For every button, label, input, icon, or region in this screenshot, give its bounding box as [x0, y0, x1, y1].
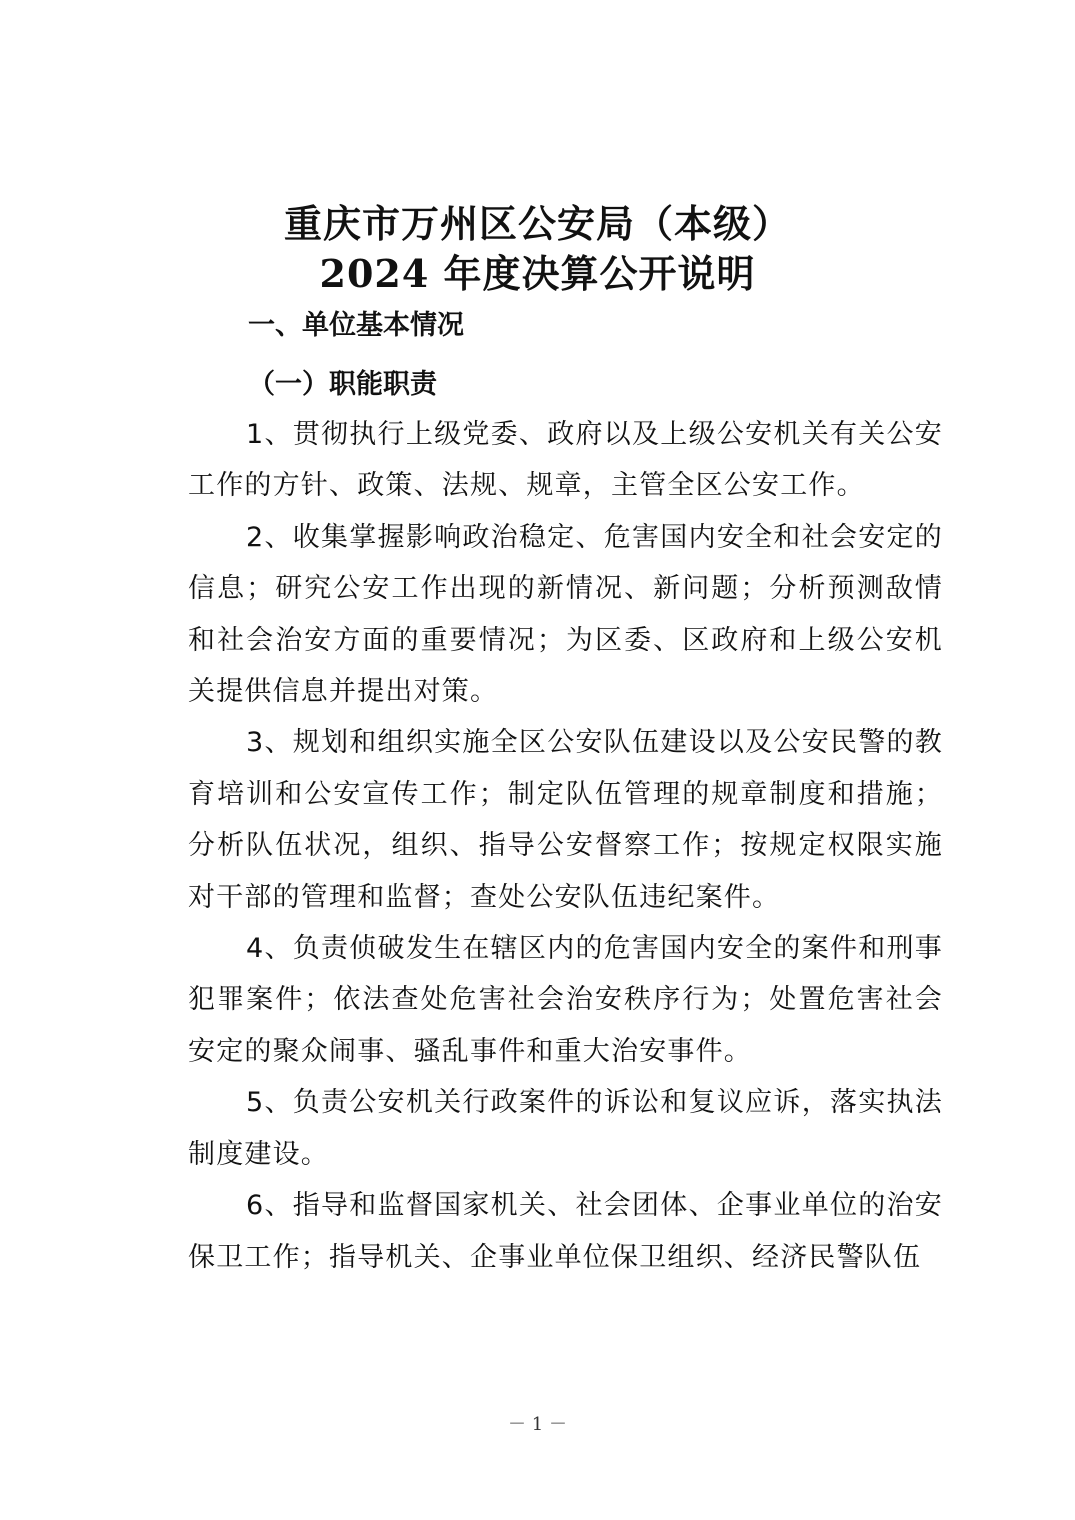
- document-title-line-2: 2024 年度决算公开说明: [319, 251, 756, 296]
- document-body: [188, 409, 943, 1283]
- paragraph-1: 1、贯彻执行上级党委、政府以及上级公安机关有关公安工作的方针、政策、法规、规章，主管全区公安工作。: [188, 419, 943, 502]
- paragraph-5: 5、负责公安机关行政案件的诉讼和复议应诉，落实执法制度建设。: [188, 1087, 943, 1170]
- paragraph-4: 4、负责侦破发生在辖区内的危害国内安全的案件和刑事犯罪案件；依法查处危害社会治安秩序行为；处置危害社会安定的聚众闹事、骚乱事件和重大治安事件。: [188, 933, 943, 1067]
- paragraph-3: 3、规划和组织实施全区公安队伍建设以及公安民警的教育培训和公安宣传工作；制定队伍管理的规章制度和措施；分析队伍状况，组织、指导公安督察工作；按规定权限实施对干部的管理和监督；查处公安队伍违纪案件。: [188, 727, 943, 913]
- paragraph-2: 2、收集掌握影响政治稳定、危害国内安全和社会安定的信息；研究公安工作出现的新情况、新问题；分析预测敌情和社会治安方面的重要情况；为区委、区政府和上级公安机关提供信息并提出对策。: [188, 521, 943, 708]
- section-heading: 一、单位基本情况: [248, 310, 464, 341]
- subsection-heading: （一）职能职责: [248, 369, 437, 400]
- document-title-line-1: 重庆市万州区公安局（本级）: [283, 201, 791, 246]
- page-number: － 1 －: [508, 1414, 567, 1435]
- paragraph-6: 6、指导和监督国家机关、社会团体、企事业单位的治安保卫工作；指导机关、企事业单位保卫组织、经济民警队伍: [188, 1190, 943, 1273]
